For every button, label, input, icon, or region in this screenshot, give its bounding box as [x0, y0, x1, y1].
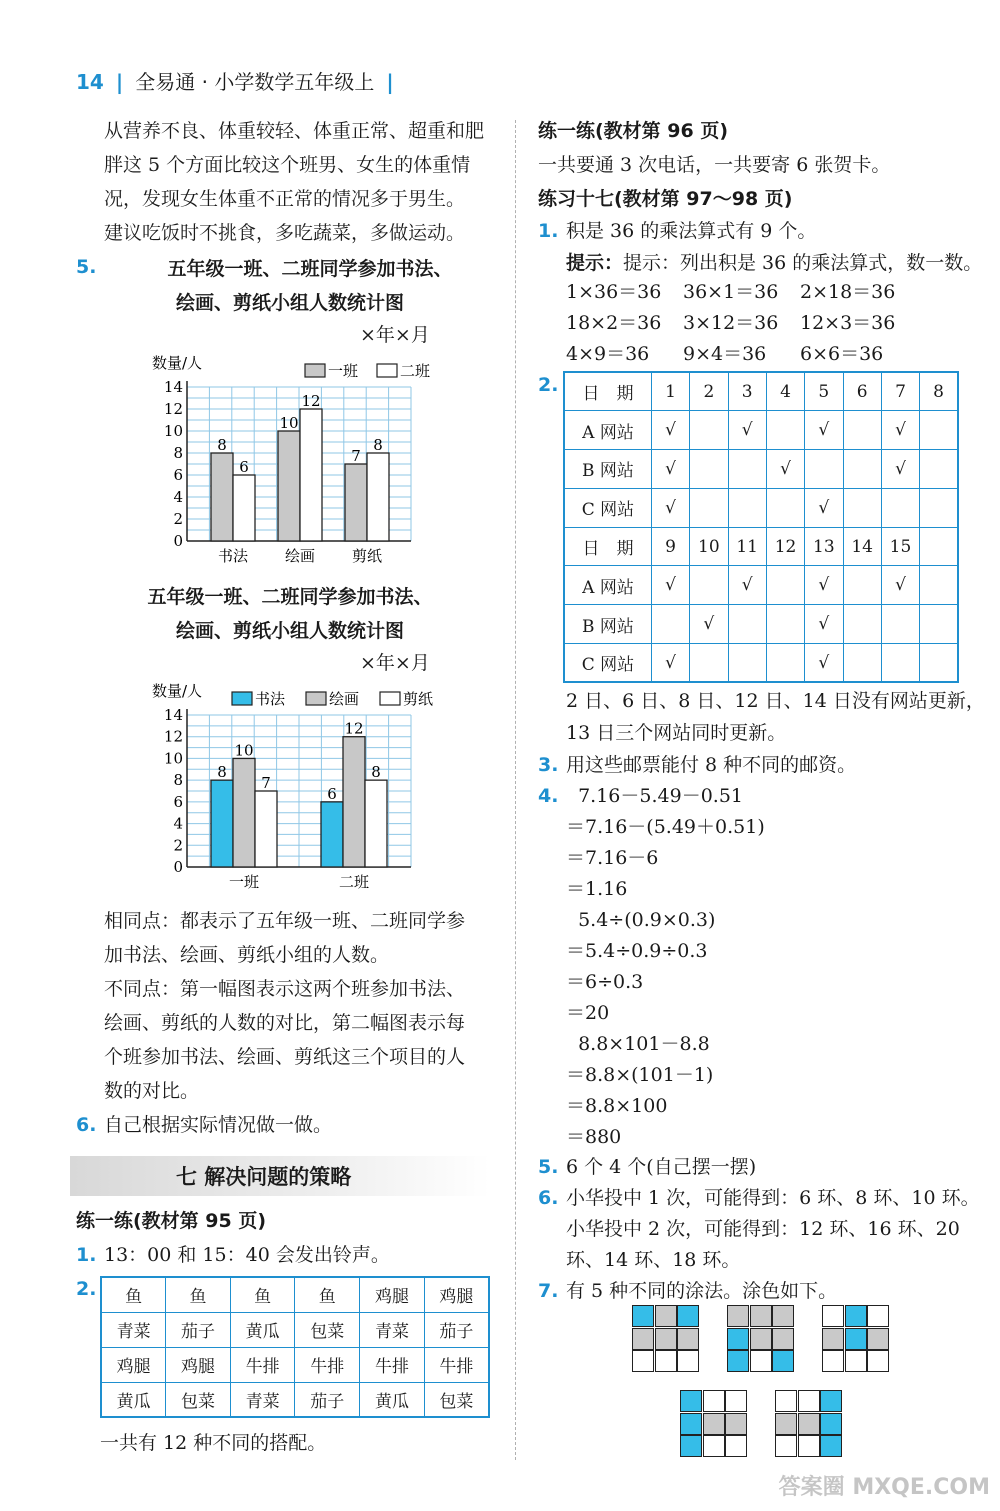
table-cell: 茄子 [295, 1382, 360, 1417]
grid-square [867, 1328, 889, 1350]
question-1-text: 13：00 和 15：40 会发出铃声。 [104, 1244, 390, 1266]
row-label-cell: C 网站 [564, 488, 651, 527]
header-cell: 9 [651, 527, 689, 566]
check-cell: √ [881, 566, 919, 605]
practice-95-heading: 练一练(教材第 95 页) [76, 1210, 267, 1232]
y-tick-label: 4 [173, 488, 183, 506]
bar-value-label: 8 [217, 436, 227, 454]
column-divider [515, 120, 516, 1460]
check-cell [690, 644, 728, 683]
check-cell [690, 566, 728, 605]
compare-line-4: 绘画、剪纸的人数的对比，第二幅图表示每 [104, 1012, 466, 1034]
calc-line: 8.8×101－8.8 [566, 1033, 710, 1055]
table-row [101, 1312, 489, 1347]
hint-text: 提示：列出积是 36 的乘法算式，数一数。 [623, 252, 983, 274]
check-cell [843, 566, 881, 605]
multiplication-item: 4×9＝36 [566, 343, 650, 365]
check-cell: √ [805, 411, 843, 450]
check-cell [881, 605, 919, 644]
grid-square [703, 1390, 725, 1412]
r-question-7-number: 7. [538, 1280, 559, 1302]
r-question-1-text: 积是 36 的乘法算式有 9 个。 [566, 220, 817, 242]
legend-label: 一班 [328, 362, 359, 380]
r-question-3-number: 3. [538, 754, 559, 776]
check-cell [690, 450, 728, 489]
table-cell: 包菜 [295, 1312, 360, 1347]
table-cell: 鸡腿 [424, 1277, 489, 1312]
check-cell [728, 605, 766, 644]
header-cell [920, 527, 958, 566]
legend-swatch [305, 364, 325, 377]
y-tick-label: 2 [173, 836, 183, 855]
check-cell [920, 450, 958, 489]
grid-square [655, 1328, 677, 1350]
check-cell: √ [881, 450, 919, 489]
x-tick-label: 绘画 [284, 547, 316, 565]
grid-square [703, 1413, 725, 1435]
table-header-row [564, 527, 958, 566]
y-tick-label: 10 [163, 749, 183, 768]
grid-square [822, 1350, 844, 1372]
row-label-cell: B 网站 [564, 605, 651, 644]
check-cell [920, 605, 958, 644]
check-cell [920, 644, 958, 683]
legend-label: 二班 [400, 362, 431, 380]
answer-4-line-2: 胖这 5 个方面比较这个班男、女生的体重情 [104, 154, 471, 176]
bar-value-label: 7 [351, 447, 361, 465]
check-cell [843, 605, 881, 644]
grid-square [677, 1305, 699, 1327]
bar-value-label: 6 [327, 784, 337, 803]
y-tick-label: 0 [173, 532, 183, 550]
table-row [564, 411, 958, 450]
hint-label: 提示： [566, 252, 624, 274]
meal-combination-table [100, 1276, 490, 1418]
question-2-number: 2. [76, 1278, 97, 1300]
r-question-4-number: 4. [538, 785, 559, 807]
chart1-title-line1: 五年级一班、二班同学参加书法、 [167, 258, 453, 280]
table-cell: 包菜 [166, 1382, 231, 1417]
multiplication-item: 9×4＝36 [683, 343, 767, 365]
multiplication-item: 18×2＝36 [566, 312, 662, 334]
x-tick-label: 剪纸 [351, 547, 383, 565]
multiplication-item: 3×12＝36 [683, 312, 779, 334]
bar-value-label: 8 [371, 763, 381, 782]
header-cell: 5 [805, 372, 843, 411]
check-cell [843, 411, 881, 450]
grid-square [845, 1305, 867, 1327]
grid-square [750, 1350, 772, 1372]
check-cell [881, 644, 919, 683]
grid-square [680, 1390, 702, 1412]
compare-line-2: 加书法、绘画、剪纸小组的人数。 [104, 944, 390, 966]
grid-square [703, 1435, 725, 1457]
calc-line: ＝8.8×100 [566, 1095, 668, 1117]
grid-square [725, 1435, 747, 1457]
calc-line: 5.4÷(0.9×0.3) [566, 909, 716, 931]
grid-square [822, 1328, 844, 1350]
table-cell: 鸡腿 [360, 1277, 425, 1312]
legend-label: 绘画 [329, 690, 360, 708]
check-cell: √ [805, 566, 843, 605]
header-cell: 8 [920, 372, 958, 411]
table-row [564, 605, 958, 644]
row-label-cell: A 网站 [564, 411, 651, 450]
compare-line-1: 相同点：都表示了五年级一班、二班同学参 [104, 910, 466, 932]
calc-line: ＝1.16 [566, 878, 628, 900]
chart1-bar-chart [140, 350, 440, 580]
check-cell [843, 644, 881, 683]
grid-square [867, 1350, 889, 1372]
y-tick-label: 8 [173, 771, 183, 790]
grid-square [632, 1305, 654, 1327]
y-tick-label: 4 [173, 814, 183, 833]
calc-line: ＝7.16－(5.49＋0.51) [566, 816, 765, 838]
bar-value-label: 6 [239, 458, 249, 476]
grid-square [820, 1435, 842, 1457]
section-banner [70, 1156, 490, 1196]
header-cell: 日 期 [564, 372, 651, 411]
chart2-title-line1: 五年级一班、二班同学参加书法、 [147, 586, 433, 608]
table-cell: 茄子 [166, 1312, 231, 1347]
grid-square [725, 1413, 747, 1435]
check-cell: √ [651, 411, 689, 450]
header-cell: 4 [766, 372, 804, 411]
r-question-2-text-line1: 2 日、6 日、8 日、12 日、14 日没有网站更新， [566, 690, 985, 712]
chart2-bar-chart [140, 680, 460, 904]
y-tick-label: 14 [163, 378, 183, 396]
practice-96-text: 一共要通 3 次电话，一共要寄 6 张贺卡。 [538, 154, 891, 176]
legend-label: 剪纸 [403, 690, 434, 708]
header-cell: 3 [728, 372, 766, 411]
bar [233, 475, 255, 541]
x-tick-label: 一班 [228, 873, 260, 891]
grid-square [727, 1328, 749, 1350]
check-cell: √ [651, 450, 689, 489]
row-label-cell: C 网站 [564, 644, 651, 683]
grid-square [867, 1305, 889, 1327]
answer-4-line-4: 建议吃饭时不挑食，多吃蔬菜，多做运动。 [104, 222, 466, 244]
question-1-number: 1. [76, 1244, 97, 1266]
y-tick-label: 10 [163, 422, 183, 440]
table-row [101, 1347, 489, 1382]
bar [345, 464, 367, 541]
table-row [564, 644, 958, 683]
table-cell: 鸡腿 [101, 1347, 166, 1382]
header-cell: 7 [881, 372, 919, 411]
grid-square [680, 1435, 702, 1457]
header-cell: 2 [690, 372, 728, 411]
table-row [101, 1382, 489, 1417]
check-cell [690, 488, 728, 527]
check-cell: √ [881, 411, 919, 450]
table-cell: 青菜 [360, 1312, 425, 1347]
bar [300, 409, 322, 541]
grid-square [772, 1305, 794, 1327]
row-label-cell: A 网站 [564, 566, 651, 605]
chart2-title-line2: 绘画、剪纸小组人数统计图 [175, 620, 404, 642]
question-6-number: 6. [76, 1114, 97, 1136]
calc-line: 7.16－5.49－0.51 [566, 785, 743, 807]
grid-square [822, 1305, 844, 1327]
check-cell [766, 644, 804, 683]
bar [321, 802, 343, 867]
coloring-grid [822, 1305, 891, 1374]
check-cell [766, 605, 804, 644]
x-tick-label: 书法 [217, 547, 249, 565]
exercise-17-heading: 练习十七(教材第 97～98 页) [538, 188, 793, 210]
r-question-2-number: 2. [538, 374, 559, 396]
section-title: 七 解决问题的策略 [176, 1165, 352, 1189]
table-cell: 黄瓜 [101, 1382, 166, 1417]
website-update-table [563, 371, 959, 683]
bar-value-label: 12 [301, 392, 321, 410]
r-question-5-number: 5. [538, 1156, 559, 1178]
r-question-6-number: 6. [538, 1187, 559, 1209]
table-cell: 鱼 [166, 1277, 231, 1312]
question-6-text: 自己根据实际情况做一做。 [104, 1114, 333, 1136]
bar [343, 737, 365, 867]
check-cell: √ [728, 411, 766, 450]
header-cell: 11 [728, 527, 766, 566]
y-tick-label: 6 [173, 466, 183, 484]
table-cell: 鸡腿 [166, 1347, 231, 1382]
r-question-1-number: 1. [538, 220, 559, 242]
multiplication-item: 2×18＝36 [800, 281, 896, 303]
check-cell [728, 488, 766, 527]
meal-total-text: 一共有 12 种不同的搭配。 [100, 1432, 327, 1454]
r-question-6-line2: 小华投中 2 次，可能得到：12 环、16 环、20 [566, 1218, 960, 1240]
y-tick-label: 2 [173, 510, 183, 528]
check-cell: √ [651, 566, 689, 605]
grid-square [677, 1328, 699, 1350]
table-cell: 牛排 [295, 1347, 360, 1382]
grid-square [820, 1413, 842, 1435]
y-tick-label: 14 [163, 706, 183, 724]
multiplication-item: 36×1＝36 [683, 281, 779, 303]
calc-line: ＝20 [566, 1002, 610, 1024]
grid-square [775, 1413, 797, 1435]
table-row [564, 566, 958, 605]
legend-swatch [377, 364, 397, 377]
bar-value-label: 10 [234, 741, 254, 760]
r-question-1-hint [566, 250, 982, 276]
table-cell: 青菜 [230, 1382, 295, 1417]
bar-value-label: 10 [279, 414, 299, 432]
header-cell: 1 [651, 372, 689, 411]
table-cell: 包菜 [424, 1382, 489, 1417]
bar-value-label: 8 [373, 436, 383, 454]
header-separator-end: | [386, 70, 394, 94]
r-question-6-line3: 环、14 环、18 环。 [566, 1249, 741, 1271]
table-cell: 茄子 [424, 1312, 489, 1347]
y-tick-label: 8 [173, 444, 183, 462]
calc-line: ＝5.4÷0.9÷0.3 [566, 940, 708, 962]
table-cell: 青菜 [101, 1312, 166, 1347]
check-cell: √ [805, 488, 843, 527]
header-cell: 10 [690, 527, 728, 566]
table-cell: 鱼 [101, 1277, 166, 1312]
coloring-grid [632, 1305, 701, 1374]
multiplication-item: 12×3＝36 [800, 312, 896, 334]
check-cell: √ [766, 450, 804, 489]
grid-square [632, 1328, 654, 1350]
legend-swatch [380, 692, 400, 705]
bar [365, 780, 387, 867]
table-row [564, 488, 958, 527]
table-cell: 鱼 [295, 1277, 360, 1312]
table-cell: 牛排 [230, 1347, 295, 1382]
grid-square [680, 1413, 702, 1435]
check-cell: √ [651, 488, 689, 527]
r-question-2-text-line2: 13 日三个网站同时更新。 [566, 722, 787, 744]
row-label-cell: B 网站 [564, 450, 651, 489]
grid-square [750, 1328, 772, 1350]
practice-96-heading: 练一练(教材第 96 页) [538, 120, 729, 142]
x-tick-label: 二班 [338, 873, 370, 891]
answer-4-line-1: 从营养不良、体重较轻、体重正常、超重和肥 [104, 120, 485, 142]
compare-line-3: 不同点：第一幅图表示这两个班参加书法、 [104, 978, 466, 1000]
grid-square [798, 1390, 820, 1412]
check-cell [843, 488, 881, 527]
calc-line: ＝8.8×(101－1) [566, 1064, 714, 1086]
check-cell [766, 411, 804, 450]
r-question-7-text: 有 5 种不同的涂法。涂色如下。 [566, 1280, 838, 1302]
check-cell [728, 450, 766, 489]
grid-square [727, 1305, 749, 1327]
multiplication-item: 1×36＝36 [566, 281, 662, 303]
coloring-grid [727, 1305, 796, 1374]
bar [211, 780, 233, 867]
check-cell [881, 488, 919, 527]
grid-square [798, 1435, 820, 1457]
legend-swatch [232, 692, 252, 705]
answer-4-line-3: 况，发现女生体重不正常的情况多于男生。 [104, 188, 466, 210]
table-header-row [564, 372, 958, 411]
check-cell [920, 411, 958, 450]
y-tick-label: 12 [163, 727, 183, 746]
table-cell: 牛排 [360, 1347, 425, 1382]
legend-label: 书法 [255, 690, 286, 708]
bar [367, 453, 389, 541]
y-tick-label: 0 [173, 858, 183, 876]
r-question-5-text: 6 个 4 个(自己摆一摆) [566, 1156, 757, 1178]
check-cell [766, 488, 804, 527]
calc-line: ＝7.16－6 [566, 847, 659, 869]
check-cell: √ [805, 644, 843, 683]
check-cell [920, 566, 958, 605]
grid-square [727, 1350, 749, 1372]
legend-swatch [306, 692, 326, 705]
y-axis-label: 数量/人 [152, 682, 203, 700]
grid-square [632, 1350, 654, 1372]
grid-square [725, 1390, 747, 1412]
table-cell: 鱼 [230, 1277, 295, 1312]
bar [233, 758, 255, 867]
question-5-number: 5. [76, 256, 97, 278]
coloring-grid [775, 1390, 844, 1459]
r-question-6-line1: 小华投中 1 次，可能得到：6 环、8 环、10 环。 [566, 1187, 980, 1209]
grid-square [772, 1328, 794, 1350]
check-cell: √ [690, 605, 728, 644]
table-cell: 黄瓜 [230, 1312, 295, 1347]
page-header [76, 66, 394, 95]
chart2-date: ×年×月 [360, 652, 430, 674]
grid-square [772, 1350, 794, 1372]
header-cell: 13 [805, 527, 843, 566]
grid-square [775, 1390, 797, 1412]
y-axis-label: 数量/人 [152, 354, 203, 372]
check-cell: √ [805, 605, 843, 644]
bar-value-label: 8 [217, 763, 227, 782]
calc-line: ＝880 [566, 1126, 622, 1148]
r-question-3-text: 用这些邮票能付 8 种不同的邮资。 [566, 754, 857, 776]
grid-square [655, 1305, 677, 1327]
chart1-date: ×年×月 [360, 324, 430, 346]
check-cell: √ [651, 644, 689, 683]
book-title: 全易通 · 小学数学五年级上 [135, 70, 375, 94]
bar [255, 791, 277, 867]
check-cell [651, 605, 689, 644]
table-cell: 牛排 [424, 1347, 489, 1382]
table-row [564, 450, 958, 489]
check-cell [690, 411, 728, 450]
check-cell [766, 566, 804, 605]
check-cell [805, 450, 843, 489]
grid-square [798, 1413, 820, 1435]
bar-value-label: 7 [261, 774, 271, 792]
bar [211, 453, 233, 541]
grid-square [820, 1390, 842, 1412]
coloring-grid [680, 1390, 749, 1459]
header-separator: | [115, 70, 124, 94]
compare-line-5: 个班参加书法、绘画、剪纸这三个项目的人 [104, 1046, 466, 1068]
check-cell: √ [728, 566, 766, 605]
header-cell: 15 [881, 527, 919, 566]
bar-value-label: 12 [344, 719, 364, 738]
header-cell: 14 [843, 527, 881, 566]
grid-square [775, 1435, 797, 1457]
header-cell: 日 期 [564, 527, 651, 566]
grid-square [750, 1305, 772, 1327]
y-tick-label: 12 [163, 400, 183, 418]
grid-square [845, 1328, 867, 1350]
page-number: 14 [76, 70, 104, 94]
chart1-title-line2: 绘画、剪纸小组人数统计图 [175, 292, 404, 314]
grid-square [845, 1350, 867, 1372]
watermark: 答案圈 MXQE.COM [778, 1475, 990, 1500]
compare-line-6: 数的对比。 [104, 1080, 200, 1102]
grid-square [677, 1350, 699, 1372]
y-tick-label: 6 [173, 792, 183, 811]
header-cell: 12 [766, 527, 804, 566]
check-cell [920, 488, 958, 527]
header-cell: 6 [843, 372, 881, 411]
multiplication-item: 6×6＝36 [800, 343, 884, 365]
check-cell [728, 644, 766, 683]
grid-square [655, 1350, 677, 1372]
table-row [101, 1277, 489, 1312]
bar [278, 431, 300, 541]
table-cell: 黄瓜 [360, 1382, 425, 1417]
check-cell [843, 450, 881, 489]
calc-line: ＝6÷0.3 [566, 971, 644, 993]
